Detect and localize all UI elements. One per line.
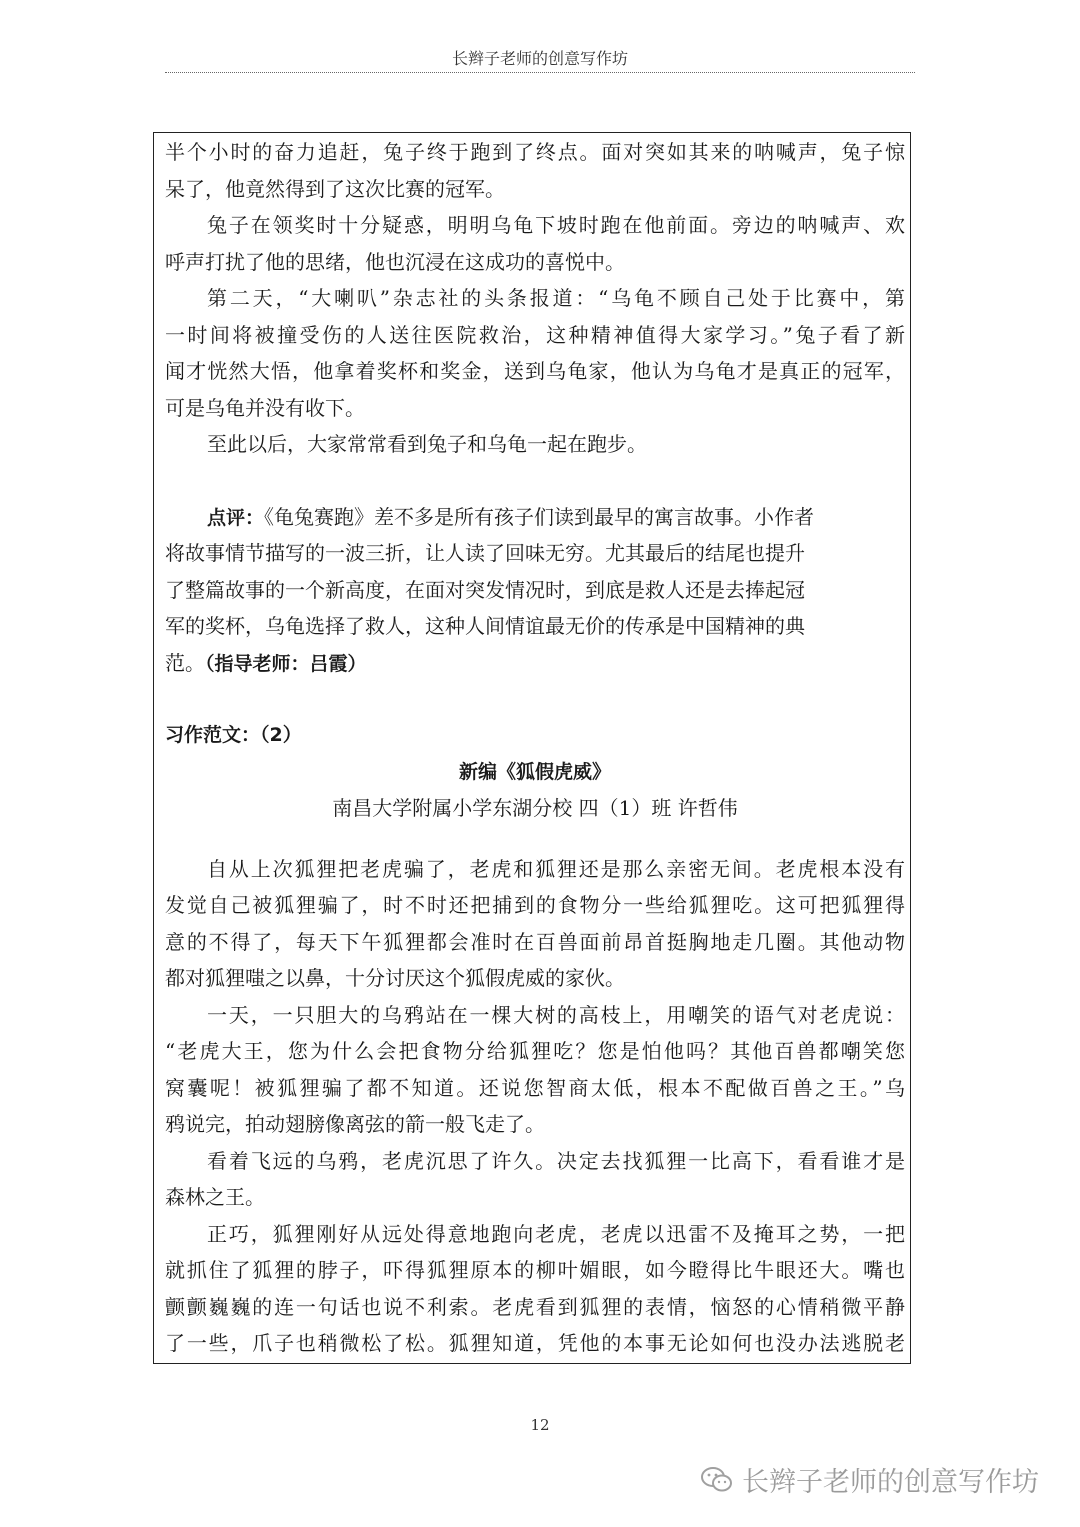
text-line: 呼声打扰了他的思绪，他也沉浸在这成功的喜悦中。	[165, 249, 625, 274]
document-body	[165, 134, 905, 1362]
text-line: 呆了，他竟然得到了这次比赛的冠军。	[165, 176, 505, 201]
review-first-line	[165, 499, 905, 536]
text-line: 可是乌龟并没有收下。	[165, 395, 365, 420]
story-author: 南昌大学附属小学东湖分校 四（1）班 许哲伟	[332, 796, 738, 820]
review-label: 点评：	[207, 506, 265, 529]
review-text: 范。	[165, 650, 205, 675]
story-title: 新编《狐假虎威》	[458, 760, 611, 783]
spacer	[165, 463, 905, 499]
wechat-icon	[700, 1465, 734, 1495]
text-line: 鸦说完，拍动翅膀像离弦的箭一般飞走了。	[165, 1112, 545, 1136]
review-last-line	[165, 645, 905, 682]
header-divider	[165, 72, 915, 73]
text-line: 看着飞远的乌鸦，老虎沉思了许久。决定去找狐狸一比高下，看看谁才是	[207, 1148, 905, 1173]
review-text: 《龟兔赛跑》差不多是所有孩子们读到最早的寓言故事。小作者	[264, 504, 815, 529]
review-line: 军的奖杯，乌龟选择了救人，这种人间情谊最无价的传承是中国精神的典	[165, 614, 805, 638]
spacer	[165, 681, 905, 717]
text-line: 了一些，爪子也稍微松了松。狐狸知道，凭他的本事无论如何也没办法逃脱老	[165, 1331, 905, 1355]
text-line: 第二天，“大喇叭”杂志社的头条报道：“乌龟不顾自己处于比赛中，第	[207, 286, 905, 310]
review-line: 了整篇故事的一个新高度，在面对突发情况时，到底是救人还是去捧起冠	[165, 577, 805, 602]
text-line: 一天，一只胆大的乌鸦站在一棵大树的高枝上，用嘲笑的语气对老虎说：	[207, 1002, 905, 1027]
spacer	[165, 827, 905, 851]
section-heading: 习作范文：（2）	[165, 724, 302, 746]
text-line: 意的不得了，每天下午狐狸都会准时在百兽面前昂首挺胸地走几圈。其他动物	[165, 929, 905, 954]
text-line: 正巧，狐狸刚好从远处得意地跑向老虎，老虎以迅雷不及掩耳之势，一把	[207, 1221, 905, 1246]
text-line: 窝囊呢！被狐狸骗了都不知道。还说您智商太低，根本不配做百兽之王。”乌	[165, 1075, 905, 1100]
review-line: 将故事情节描写的一波三折，让人读了回味无穷。尤其最后的结尾也提升	[165, 541, 805, 565]
page-number: 12	[530, 1416, 550, 1434]
text-line: 自从上次狐狸把老虎骗了，老虎和狐狸还是那么亲密无间。老虎根本没有	[207, 856, 905, 881]
text-line: 颤颤巍巍的连一句话也说不利索。老虎看到狐狸的表情，恼怒的心情稍微平静	[165, 1294, 905, 1319]
teacher-credit: （指导老师：吕霞）	[205, 652, 367, 675]
watermark	[700, 1460, 1039, 1499]
text-line: 发觉自己被狐狸骗了，时不时还把捕到的食物分一些给狐狸吃。这可把狐狸得	[165, 893, 905, 917]
watermark-text: 长辫子老师的创意写作坊	[742, 1467, 1039, 1498]
text-line: 都对狐狸嗤之以鼻，十分讨厌这个狐假虎威的家伙。	[165, 966, 625, 990]
text-line: 就抓住了狐狸的脖子，吓得狐狸原本的柳叶媚眼，如今瞪得比牛眼还大。嘴也	[165, 1258, 905, 1282]
text-line: “老虎大王，您为什么会把食物分给狐狸吃？您是怕他吗？其他百兽都嘲笑您	[165, 1039, 905, 1063]
page-header: 长辫子老师的创意写作坊	[451, 49, 628, 68]
text-line: 森林之王。	[165, 1185, 265, 1209]
text-line: 至此以后，大家常常看到兔子和乌龟一起在跑步。	[207, 432, 647, 456]
text-line: 半个小时的奋力追赶，兔子终于跑到了终点。面对突如其来的呐喊声，兔子惊	[165, 140, 905, 164]
text-line: 兔子在领奖时十分疑惑，明明乌龟下坡时跑在他前面。旁边的呐喊声、欢	[207, 213, 905, 237]
text-line: 闻才恍然大悟，他拿着奖杯和奖金，送到乌龟家，他认为乌龟才是真正的冠军，	[165, 359, 905, 383]
text-line: 一时间将被撞受伤的人送往医院救治，这种精神值得大家学习。”兔子看了新	[165, 322, 905, 347]
